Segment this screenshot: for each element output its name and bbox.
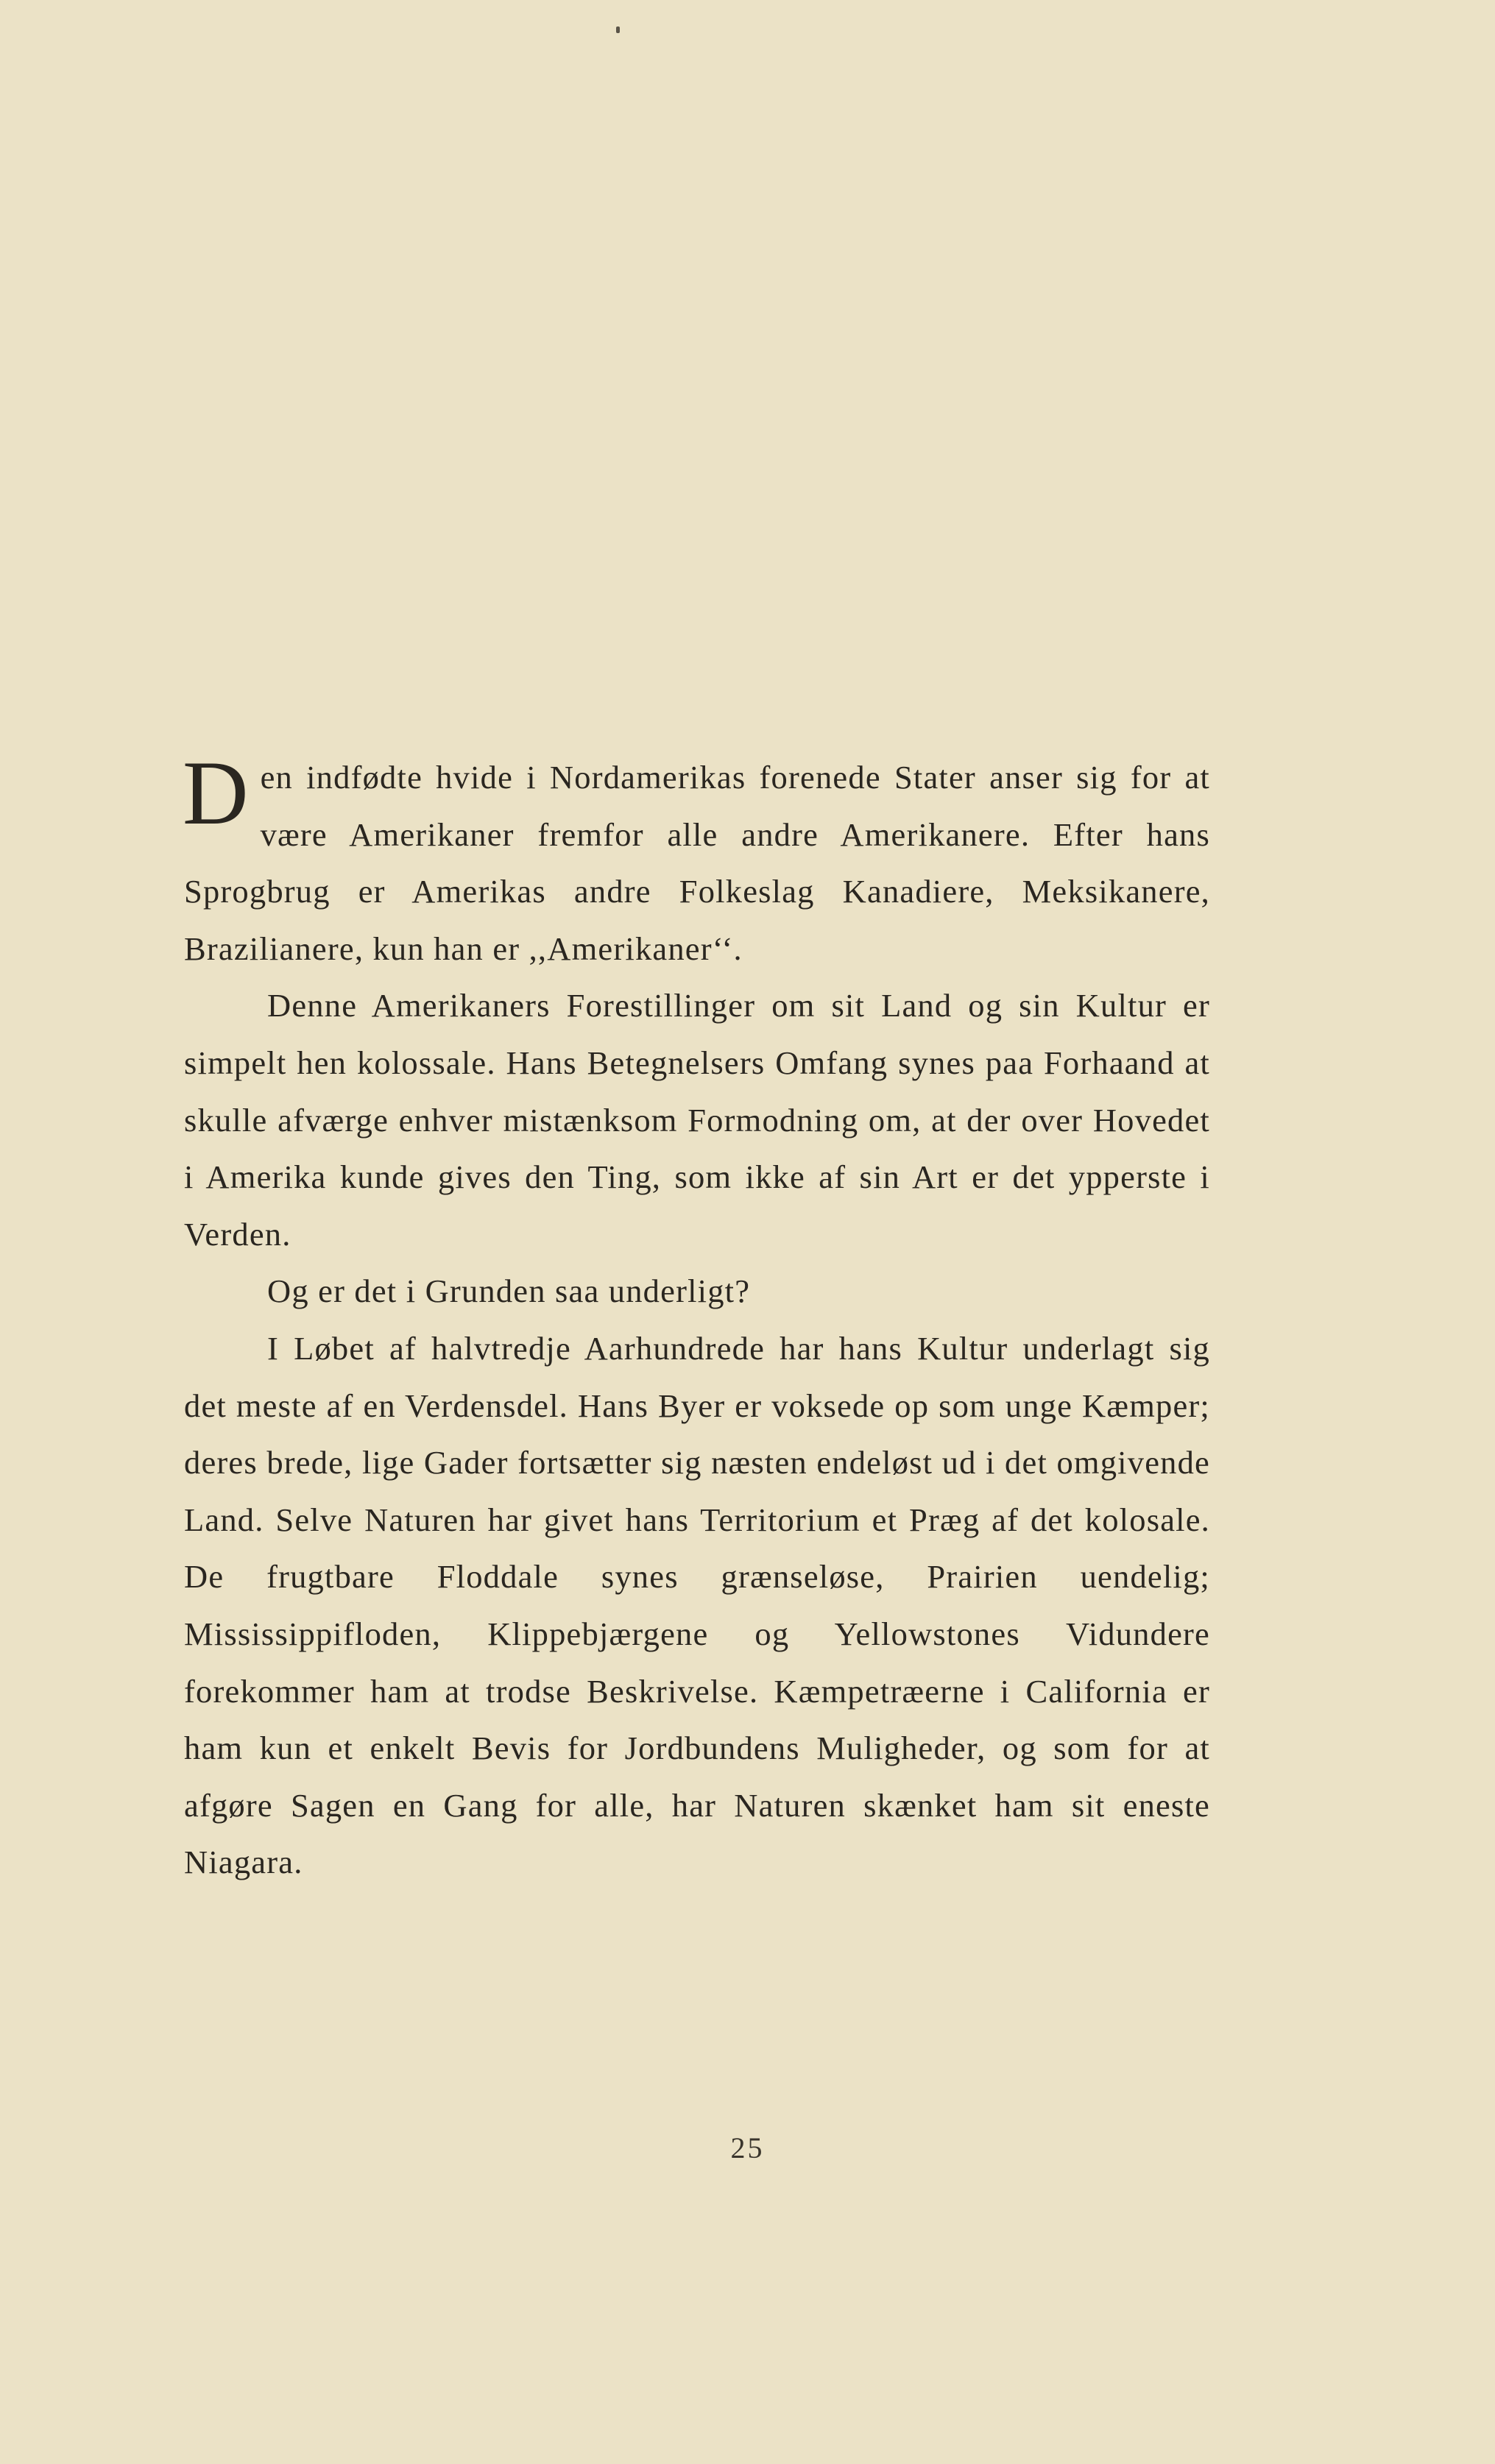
paragraph-2: Denne Amerikaners Forestillinger om sit Land og sin Kultur er simpelt hen kolossale. Hans Betegnelsers Omfang synes paa Forhaand at skulle afværge enhver mistænksom Formodning om, at der over Hovedet i Amerika kunde gives den Ting, som ikke af sin Art er det ypperste i Verden.: [184, 987, 1210, 1253]
paragraph-1: [183, 743, 1210, 977]
paragraph-4: I Løbet af halvtredje Aarhundrede har hans Kultur underlagt sig det meste af en Verdensdel. Hans Byer er voksede op som unge Kæmper; deres brede, lige Gader fortsætter sig næsten endeløst ud i det omgivende Land. Selve Naturen har givet hans Territorium et Præg af det kolosale. De frugtbare Floddale synes grænseløse, Prairien uendelig; Mississippifloden, Klippebjærgene og Yellowstones Vidundere forekommer ham at trodse Beskrivelse. Kæmpetræerne i California er ham kun et enkelt Bevis for Jordbundens Muligheder, og som for at afgøre Sagen en Gang for alle, har Naturen skænket ham sit eneste Niagara.: [184, 1329, 1210, 1881]
body-text: [183, 743, 1210, 1891]
ink-speck: [616, 26, 620, 33]
paragraph-3: Og er det i Grunden saa underligt?: [267, 1272, 751, 1310]
paragraph-1-text: en indfødte hvide i Nordamerikas forenede Stater anser sig for at være Amerikaner fremfor alle andre Amerikanere. Efter hans Sprogbrug er Amerikas andre Folkeslag Kanadiere, Meksikanere, Brazilianere, kun han er ,,Amerikaner‘‘.: [184, 759, 1210, 967]
page-number: 25: [730, 2131, 765, 2164]
drop-cap-initial: D: [183, 743, 249, 843]
